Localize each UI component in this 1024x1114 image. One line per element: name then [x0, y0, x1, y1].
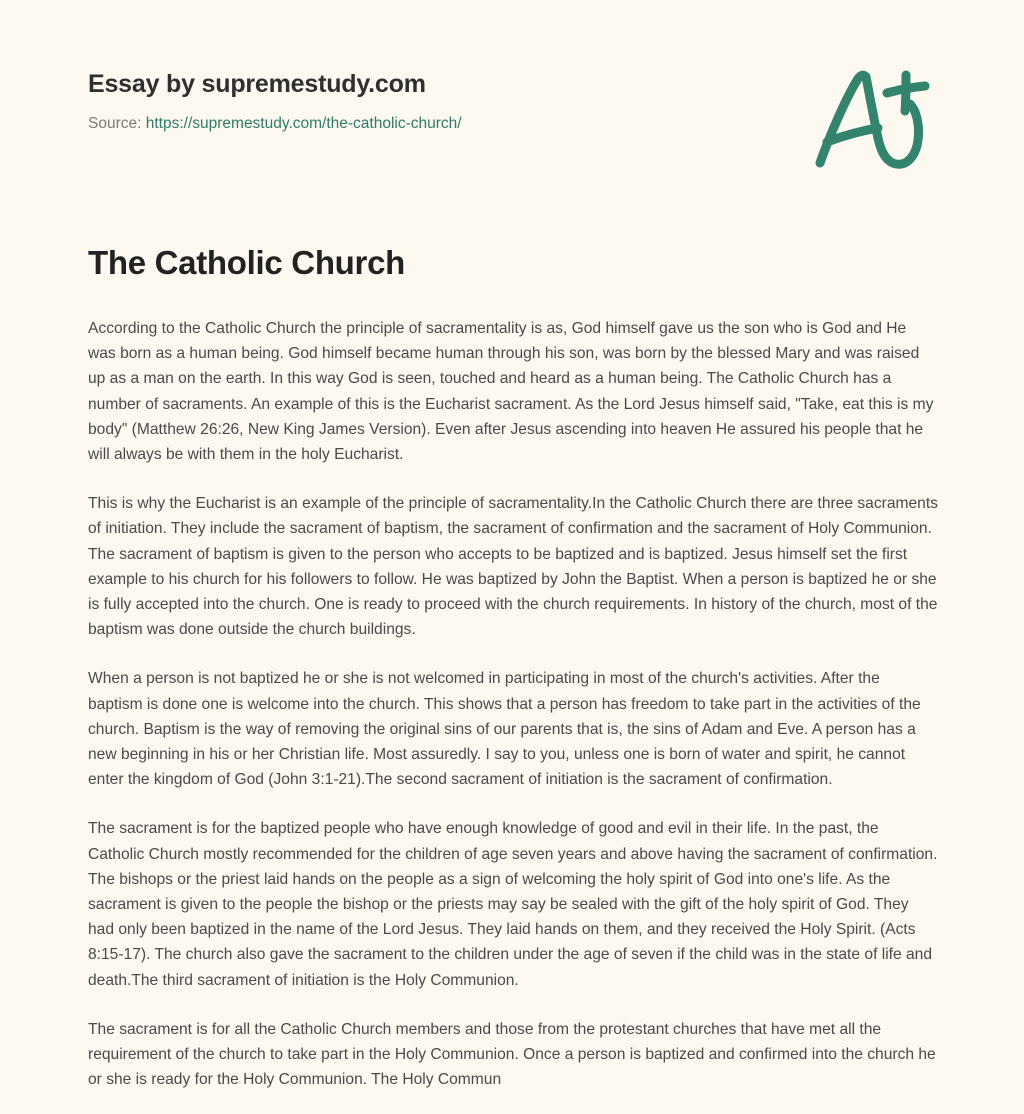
paragraph: The sacrament is for all the Catholic Church members and those from the protestant churches that have met all the requirement of the church to take part in the Holy Communion. Once a person is baptized and confirmed into the church he or she is ready for the Holy Communion. The Holy Commun: [88, 1020, 936, 1089]
a-plus-logo[interactable]: [806, 62, 934, 174]
paragraph: The sacrament is for the baptized people who have enough knowledge of good and evil in their life. In the past, the Catholic Church mostly recommended for the children of age seven years and above having the sacrament of confirmation. The bishops or the priest laid hands on the people as a sign of welcoming the holy spirit of God into one's life. As the sacrament is given to the people the bishop or the priests may say be sealed with the gift of the holy spirit of God. They had only been baptized in the name of the Lord Jesus. They laid hands on them, and they received the Holy Spirit. (Acts 8:15-17). The church also gave the sacrament to the children under the age of seven if the child was in the state of life and death.The third sacrament of initiation is the Holy Communion.: [88, 820, 938, 989]
paragraph: When a person is not baptized he or she is not welcomed in participating in most of the church's activities. After the baptism is done one is welcome into the church. This shows that a person has freedom to take part in the activities of the church. Baptism is the way of removing the original sins of our parents that is, the sins of Adam and Eve. A person has a new beginning in his or her Christian life. Most assuredly. I say to you, unless one is born of water and spirit, he cannot enter the kingdom of God (John 3:1-21).The second sacrament of initiation is the sacrament of confirmation.: [88, 670, 921, 789]
source-url-link[interactable]: https://supremestudy.com/the-catholic-church/: [145, 115, 462, 132]
paragraph: According to the Catholic Church the principle of sacramentality is as, God himself gave us the son who is God and He was born as a human being. God himself became human through his son, was born by the blessed Mary and was raised up as a man on the earth. In this way God is seen, touched and heard as a human being. The Catholic Church has a number of sacraments. An example of this is the Eucharist sacrament. As the Lord Jesus himself said, "Take, eat this is my body" (Matthew 26:26, New King James Version). Even after Jesus ascending into heaven He assured his people that he will always be with them in the holy Eucharist.: [88, 320, 934, 464]
article-body: [88, 316, 938, 1092]
page-header: [0, 0, 1024, 200]
a-plus-logo-icon: [806, 62, 934, 174]
brand-block: [88, 68, 462, 134]
paragraph: This is why the Eucharist is an example of the principle of sacramentality.In the Catholic Church there are three sacraments of initiation. They include the sacrament of baptism, the sacrament of confirmation and the sacrament of Holy Communion. The sacrament of baptism is given to the person who accepts to be baptized and is baptized. Jesus himself set the first example to his church for his followers to follow. He was baptized by John the Baptist. When a person is baptized he or she is fully accepted into the church. One is ready to proceed with the church requirements. In history of the church, most of the baptism was done outside the church buildings.: [88, 495, 938, 639]
source-label: Source:: [88, 115, 142, 132]
page-title: The Catholic Church: [88, 244, 405, 281]
article: [88, 243, 938, 1092]
brand-title: Essay by supremestudy.com: [88, 70, 426, 98]
source-line: [88, 114, 462, 134]
